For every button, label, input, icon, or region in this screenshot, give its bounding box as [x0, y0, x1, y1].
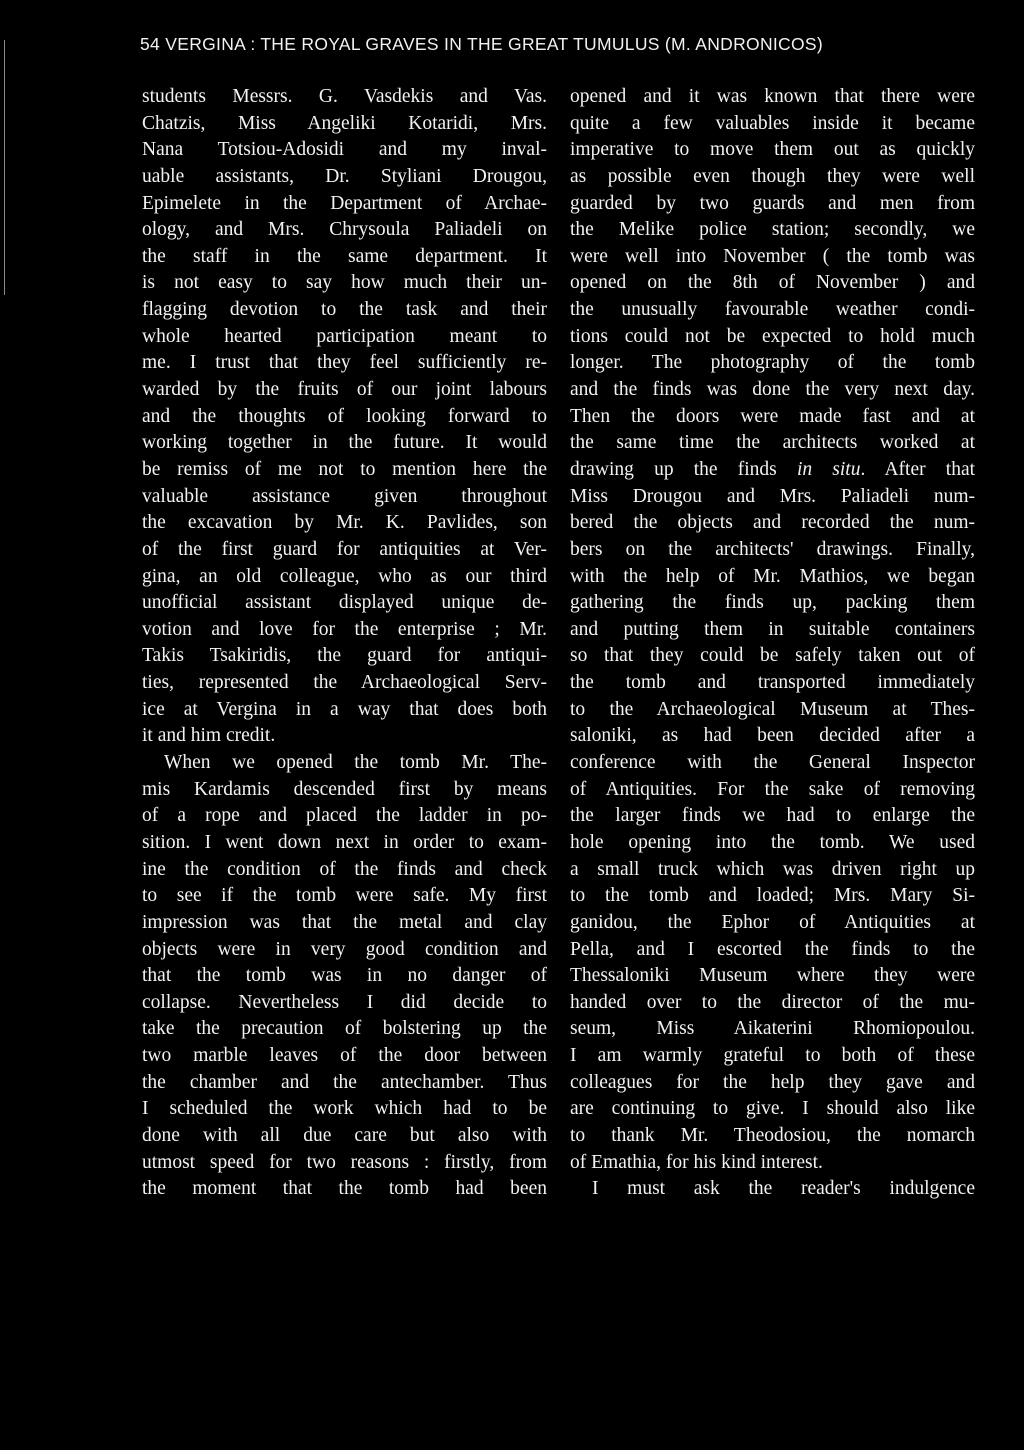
text-line: of Antiquities. For the sake of removing: [570, 778, 975, 800]
text-line: a small truck which was driven right up: [570, 858, 975, 880]
text-line: ties, represented the Archaeological Serv-: [142, 672, 547, 694]
text-line: sition. I went down next in order to exam-: [142, 831, 547, 853]
text-line: as possible even though they were well: [570, 165, 975, 187]
text-line: warded by the fruits of our joint labours: [142, 379, 547, 401]
text-line: collapse. Nevertheless I did decide to: [142, 991, 547, 1013]
text-line: were well into November ( the tomb was: [570, 245, 975, 267]
text-line: to see if the tomb were safe. My first: [142, 885, 547, 907]
text-line: working together in the future. It would: [142, 432, 547, 454]
text-line: uable assistants, Dr. Styliani Drougou,: [142, 165, 547, 187]
text-line: gathering the finds up, packing them: [570, 592, 975, 614]
text-line: votion and love for the enterprise ; Mr.: [142, 618, 547, 640]
text-line: so that they could be safely taken out of: [570, 645, 975, 667]
text-line: ine the condition of the finds and check: [142, 858, 547, 880]
text-line: the unusually favourable weather condi-: [570, 299, 975, 321]
text-line: guarded by two guards and men from: [570, 192, 975, 214]
text-line: the moment that the tomb had been: [142, 1178, 547, 1200]
text-line: the Melike police station; secondly, we: [570, 219, 975, 241]
text-line: of the first guard for antiquities at Ver-: [142, 538, 547, 560]
text-line: Then the doors were made fast and at: [570, 405, 975, 427]
text-run: drawing up the finds: [570, 458, 777, 480]
right-column: [570, 84, 975, 1203]
text-line: Nana Totsiou-Adosidi and my inval-: [142, 139, 547, 161]
text-line: objects were in very good condition and: [142, 938, 547, 960]
text-line: Miss Drougou and Mrs. Paliadeli num-: [570, 485, 975, 507]
text-line: tions could not be expected to hold much: [570, 325, 975, 347]
text-line: is not easy to say how much their un-: [142, 272, 547, 294]
text-line: to thank Mr. Theodosiou, the nomarch: [570, 1124, 975, 1146]
page-number: 54: [140, 34, 161, 54]
text-line: with the help of Mr. Mathios, we began: [570, 565, 975, 587]
text-line: utmost speed for two reasons : firstly, from: [142, 1151, 547, 1173]
text-line: hole opening into the tomb. We used: [570, 831, 975, 853]
text-line: two marble leaves of the door between: [142, 1045, 547, 1067]
text-line: take the precaution of bolstering up the: [142, 1018, 547, 1040]
text-line: saloniki, as had been decided after a: [570, 725, 975, 747]
text-line: flagging devotion to the task and their: [142, 299, 547, 321]
text-line: whole hearted participation meant to: [142, 325, 547, 347]
text-line: Chatzis, Miss Angeliki Kotaridi, Mrs.: [142, 112, 547, 134]
italic-phrase: in situ: [796, 458, 861, 480]
text-line: imperative to move them out as quickly: [570, 139, 975, 161]
text-line: Epimelete in the Department of Archae-: [142, 192, 547, 214]
text-line: conference with the General Inspector: [570, 752, 975, 774]
text-line: opened and it was known that there were: [570, 86, 975, 107]
text-line: mis Kardamis descended first by means: [142, 778, 547, 800]
text-line: students Messrs. G. Vasdekis and Vas.: [142, 86, 547, 107]
text-line: it and him credit.: [142, 725, 276, 747]
text-line: I scheduled the work which had to be: [142, 1098, 547, 1120]
text-line: handed over to the director of the mu-: [570, 991, 975, 1013]
text-line: bered the objects and recorded the num-: [570, 512, 975, 534]
text-line: me. I trust that they feel sufficiently re-: [142, 352, 547, 374]
text-line: to the tomb and loaded; Mrs. Mary Si-: [570, 885, 975, 907]
text-line: the staff in the same department. It: [142, 245, 547, 267]
left-column: [142, 84, 547, 1203]
text-line: longer. The photography of the tomb: [570, 352, 975, 374]
running-title: VERGINA : THE ROYAL GRAVES IN THE GREAT TUMULUS (M. ANDRONICOS): [165, 34, 824, 54]
text-line: the excavation by Mr. K. Pavlides, son: [142, 512, 547, 534]
text-line: and the finds was done the very next day.: [570, 379, 975, 401]
text-line: ganidou, the Ephor of Antiquities at: [570, 911, 975, 933]
text-line: the same time the architects worked at: [570, 432, 975, 454]
text-line: the larger finds we had to enlarge the: [570, 805, 975, 827]
text-line: seum, Miss Aikaterini Rhomiopoulou.: [570, 1018, 975, 1040]
text-line: quite a few valuables inside it became: [570, 112, 975, 134]
text-line: the chamber and the antechamber. Thus: [142, 1071, 547, 1093]
text-line: Thessaloniki Museum where they were: [570, 965, 975, 987]
text-line: Pella, and I escorted the finds to the: [570, 938, 975, 960]
text-line: When we opened the tomb Mr. The-: [164, 752, 547, 774]
text-line: Takis Tsakiridis, the guard for antiqui-: [142, 645, 547, 667]
text-line: unofficial assistant displayed unique de-: [142, 592, 547, 614]
text-line-with-italic: [570, 457, 975, 484]
text-line: impression was that the metal and clay: [142, 911, 547, 933]
text-run: . After that: [860, 458, 976, 480]
scan-edge-rule: [4, 40, 5, 295]
text-line: I am warmly grateful to both of these: [570, 1045, 975, 1067]
text-line: valuable assistance given throughout: [142, 485, 547, 507]
text-line: be remiss of me not to mention here the: [142, 458, 547, 480]
text-line: that the tomb was in no danger of: [142, 965, 547, 987]
text-line: ology, and Mrs. Chrysoula Paliadeli on: [142, 219, 547, 241]
text-line: colleagues for the help they gave and: [570, 1071, 975, 1093]
text-line: and the thoughts of looking forward to: [142, 405, 547, 427]
text-line: bers on the architects' drawings. Finally,: [570, 538, 975, 560]
text-line: opened on the 8th of November ) and: [570, 272, 975, 294]
text-line: I must ask the reader's indulgence: [592, 1178, 975, 1200]
text-line: ice at Vergina in a way that does both: [142, 698, 547, 720]
text-line: done with all due care but also with: [142, 1124, 547, 1146]
text-line: and putting them in suitable containers: [570, 618, 975, 640]
text-line: of Emathia, for his kind interest.: [570, 1151, 823, 1173]
text-line: to the Archaeological Museum at Thes-: [570, 698, 975, 720]
text-line: gina, an old colleague, who as our third: [142, 565, 547, 587]
text-line: the tomb and transported immediately: [570, 672, 975, 694]
text-line: are continuing to give. I should also like: [570, 1098, 975, 1120]
running-header: [140, 34, 960, 55]
text-line: of a rope and placed the ladder in po-: [142, 805, 547, 827]
